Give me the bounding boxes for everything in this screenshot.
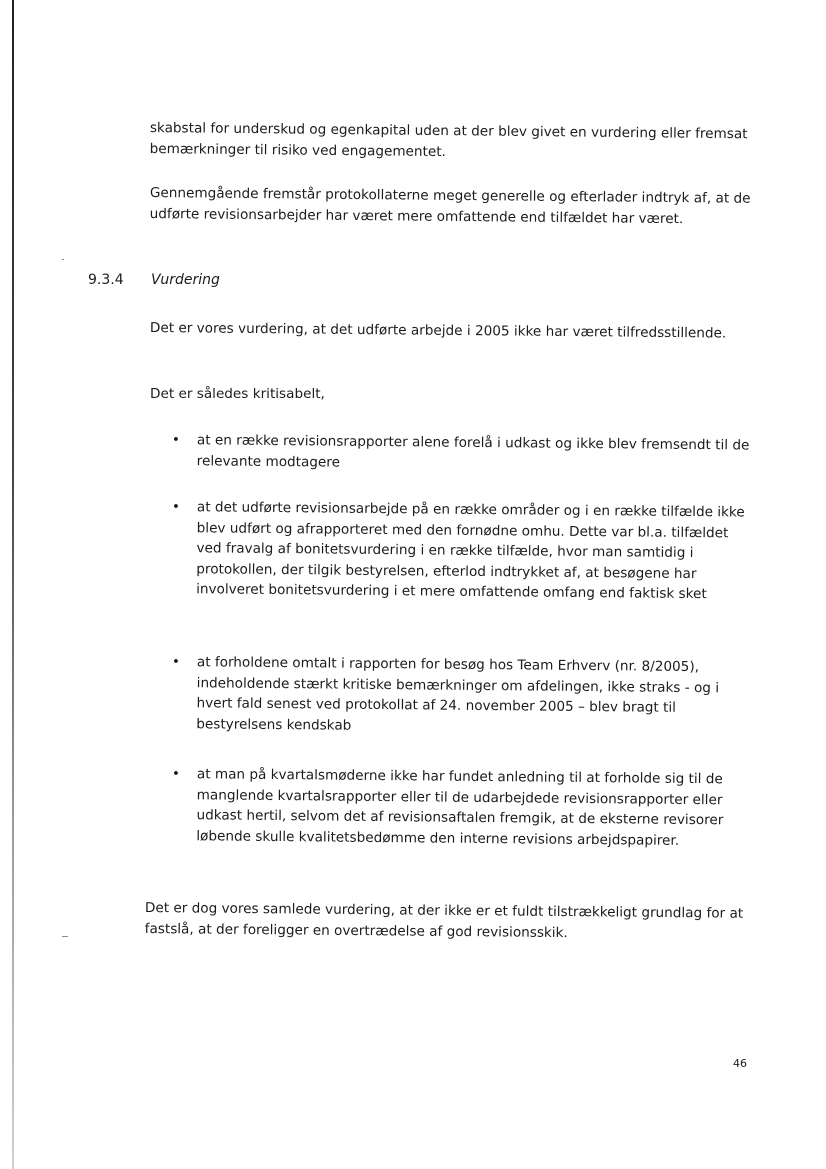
paragraph-risk-remarks: skabstal for underskud og egenkapital uden at der blev givet en vurdering eller fremsat bemærkninger til risiko ved engagementet. [149, 119, 748, 160]
paragraph-conclusion: Det er dog vores samlede vurdering, at der ikke er et fuldt tilstrækkeligt grundlag for at fastslå, at der foreligger en overtrædelse af god revisionsskik. [144, 899, 744, 941]
section-title: Vurdering [151, 272, 220, 288]
section-number: 9.3.4 [88, 272, 124, 288]
scan-speck [62, 259, 64, 260]
paragraph-protocol-assessment: Gennemgående fremstår protokollaterne meget generelle og efterlader indtryk af, at de udførte revisionsarbejder har været mere omfattende end tilfældet har været. [149, 184, 751, 227]
bullet-dot: • [171, 653, 181, 671]
bullet-dot: • [171, 498, 181, 516]
bullet-dot: • [171, 431, 181, 449]
scan-edge-line [12, 0, 14, 1169]
bullet-text: at det udførte revisionsarbejde på en række områder og i en række tilfælde ikke blev udført og afrapporteret med den fornødne omhu. Dette var bl.a. tilfældet ved fravalg af bonitetsvurdering i en række tilfælde, hvor man samtidig i protokollen, der tilgik bestyrelsen, efterlod indtrykket af, at besøgene har involveret bonitetsvurdering i et mere omfattende omfang end faktisk sket [196, 499, 745, 603]
bullet-item [171, 652, 762, 740]
page-number: 46 [733, 1057, 747, 1070]
bullet-text: at man på kvartalsmøderne ikke har fundet anledning til at forholde sig til de manglende kvartalsrapporter eller til de udarbejdede revisionsrapporter eller udkast hertil, selvom det af revisionsaftalen fremgik, at de eksterne revisorer løbende skulle kvalitetsbedømme den interne revisions arbejdspapirer. [196, 766, 724, 849]
bullet-text: at forholdene omtalt i rapporten for besøg hos Team Erhverv (nr. 8/2005), indeholdende stærkt kritiske bemærkninger om afdelingen, ikke straks - og i hvert fald senest ved protokollat af 24. november 2005 – blev bragt til bestyrelsens kendskab [196, 654, 720, 734]
bullet-item [171, 497, 762, 605]
bullet-text: at en række revisionsrapporter alene forelå i udkast og ikke blev fremsendt til de relevante modtagere [196, 432, 750, 471]
bullet-item [171, 764, 762, 852]
paragraph-evaluation: Det er vores vurdering, at det udførte arbejde i 2005 ikke har været tilfredsstillende. [149, 319, 727, 342]
scan-mark [62, 936, 68, 937]
paragraph-criticism-intro: Det er således kritisabelt, [150, 386, 325, 402]
bullet-item [172, 430, 762, 477]
bullet-dot: • [171, 765, 181, 783]
